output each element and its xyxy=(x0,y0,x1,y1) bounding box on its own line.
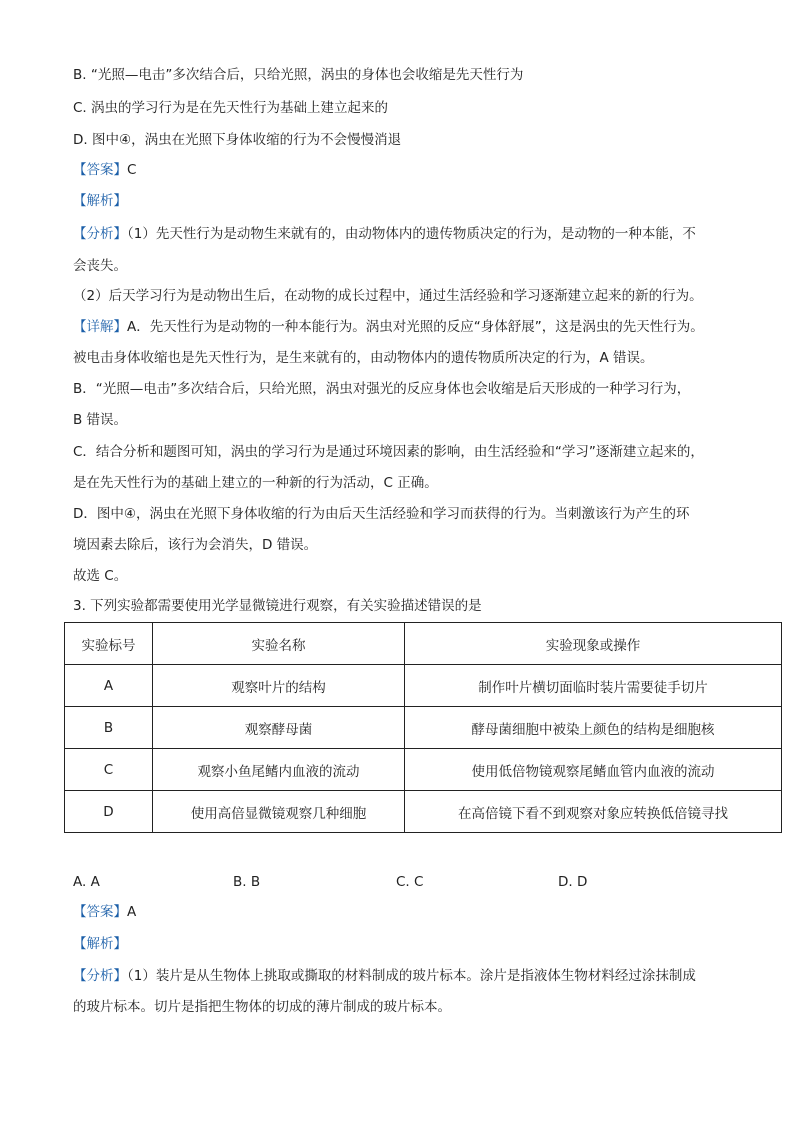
fenxi-tag: 【分析】 xyxy=(73,226,127,242)
option-c-text: C. 涡虫的学习行为是在先天性行为基础上建立起来的 xyxy=(73,100,389,116)
table-cell: B xyxy=(65,707,153,749)
xiangjie-line-a1 xyxy=(73,317,704,337)
analysis-tag-2: 【解析】 xyxy=(73,936,127,952)
xiangjie-line-b2: B 错误。 xyxy=(73,412,128,428)
fenxi-line-1 xyxy=(73,224,696,244)
xiangjie-line-c2: 是在先天性行为的基础上建立的一种新的行为活动，C 正确。 xyxy=(73,475,438,491)
fenxi-tag-2: 【分析】 xyxy=(73,968,127,984)
xiangjie-line-d1: D．图中④，涡虫在光照下身体收缩的行为由后天生活经验和学习而获得的行为。当刺激该行为产生的环 xyxy=(73,506,690,522)
table-cell: A xyxy=(65,665,153,707)
table-cell: 酵母菌细胞中被染上颜色的结构是细胞核 xyxy=(405,707,782,749)
table-cell: 观察酵母菌 xyxy=(153,707,405,749)
table-row xyxy=(65,707,782,749)
xiangjie-line-b1: B．“光照—电击”多次结合后，只给光照，涡虫对强光的反应身体也会收缩是后天形成的一种学习行为， xyxy=(73,381,691,397)
answer-tag: 【答案】 xyxy=(73,162,127,178)
xiangjie-line-a2: 被电击身体收缩也是先天性行为，是生来就有的，由动物体内的遗传物质所决定的行为，A 错误。 xyxy=(73,350,654,366)
fenxi-line-3-cont: 的玻片标本。切片是指把生物体的切成的薄片制成的玻片标本。 xyxy=(73,999,451,1015)
fenxi-3-text: （1）装片是从生物体上挑取或撕取的材料制成的玻片标本。涂片是指液体生物材料经过涂抹制成 xyxy=(127,968,696,984)
xiangjie-line-d2: 境因素去除后，该行为会消失，D 错误。 xyxy=(73,537,318,553)
xiangjie-tag: 【详解】 xyxy=(73,319,127,335)
table-cell: 制作叶片横切面临时装片需要徒手切片 xyxy=(405,665,782,707)
choice-b: B. B xyxy=(233,874,261,890)
fenxi-line-2: （2）后天学习行为是动物出生后，在动物的成长过程中，通过生活经验和学习逐渐建立起来的新的行为。 xyxy=(73,288,703,304)
fenxi-text: （1）先天性行为是动物生来就有的，由动物体内的遗传物质决定的行为，是动物的一种本能，不 xyxy=(127,226,696,242)
answer-tag-2: 【答案】 xyxy=(73,904,127,920)
table-header: 实验名称 xyxy=(153,623,405,665)
table-header: 实验现象或操作 xyxy=(405,623,782,665)
table-row xyxy=(65,749,782,791)
option-b-text: B. “光照—电击”多次结合后，只给光照，涡虫的身体也会收缩是先天性行为 xyxy=(73,67,524,83)
table-cell: 使用高倍显微镜观察几种细胞 xyxy=(153,791,405,833)
table-cell: 观察小鱼尾鳍内血液的流动 xyxy=(153,749,405,791)
xiangjie-a1-text: A．先天性行为是动物的一种本能行为。涡虫对光照的反应“身体舒展”，这是涡虫的先天性行为。 xyxy=(127,319,704,335)
answer-line xyxy=(73,160,136,180)
table-cell: D xyxy=(65,791,153,833)
question-3: 3. 下列实验都需要使用光学显微镜进行观察，有关实验描述错误的是 xyxy=(73,598,482,614)
table-cell: 在高倍镜下看不到观察对象应转换低倍镜寻找 xyxy=(405,791,782,833)
choice-a: A. A xyxy=(73,874,100,890)
analysis-tag: 【解析】 xyxy=(73,193,127,209)
experiment-table xyxy=(64,622,782,833)
table-header: 实验标号 xyxy=(65,623,153,665)
table-cell: 观察叶片的结构 xyxy=(153,665,405,707)
fenxi-line-3 xyxy=(73,966,696,986)
option-d-text: D. 图中④，涡虫在光照下身体收缩的行为不会慢慢消退 xyxy=(73,132,402,148)
choice-c: C. C xyxy=(396,874,424,890)
xiangjie-line-c1: C．结合分析和题图可知，涡虫的学习行为是通过环境因素的影响，由生活经验和“学习”逐渐建立起来的， xyxy=(73,444,704,460)
table-row xyxy=(65,665,782,707)
choice-d: D. D xyxy=(558,874,588,890)
answer-value-2: A xyxy=(127,904,137,920)
fenxi-line-1-cont: 会丧失。 xyxy=(73,258,127,274)
conclusion-line: 故选 C。 xyxy=(73,568,128,584)
table-cell: C xyxy=(65,749,153,791)
table-header-row xyxy=(65,623,782,665)
answer-value: C xyxy=(127,162,137,178)
table-row xyxy=(65,791,782,833)
answer-line-2 xyxy=(73,902,136,922)
table-cell: 使用低倍物镜观察尾鳍血管内血液的流动 xyxy=(405,749,782,791)
